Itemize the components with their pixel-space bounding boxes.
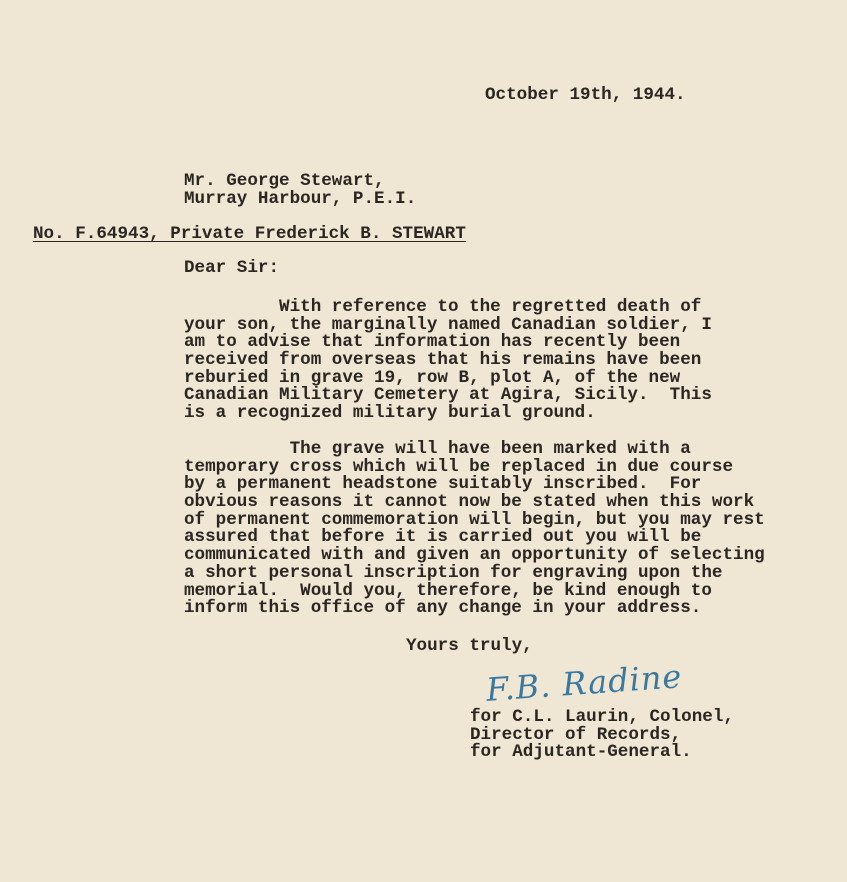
text-line: a short personal inscription for engraving upon the — [184, 562, 723, 583]
text-line: is a recognized military burial ground. — [184, 403, 596, 424]
text-line: Canadian Military Cemetery at Agira, Sicily. This — [184, 385, 712, 406]
paragraph-2 — [184, 441, 765, 618]
text-line: memorial. Would you, therefore, be kind enough to — [184, 580, 712, 601]
signatory-title: Director of Records, — [470, 724, 682, 745]
text-line: With reference to the regretted death of — [184, 297, 702, 317]
text-line: temporary cross which will be replaced in due course — [184, 456, 734, 477]
text-line: The grave will have been marked with a — [184, 439, 691, 459]
salutation: Dear Sir: — [184, 258, 280, 278]
text-line: received from overseas that his remains have been — [184, 350, 702, 371]
recipient-location: Murray Harbour, P.E.I. — [184, 188, 417, 209]
text-line: reburied in grave 19, row B, plot A, of the new — [184, 367, 681, 388]
recipient-name: Mr. George Stewart, — [184, 171, 385, 191]
text-line: of permanent commemoration will begin, but you may rest — [184, 509, 765, 530]
letter-date: October 19th, 1944. — [485, 85, 686, 105]
recipient-address — [184, 173, 416, 208]
signatory-line: for C.L. Laurin, Colonel, — [470, 707, 734, 727]
text-line: obvious reasons it cannot now be stated when this work — [184, 492, 755, 513]
text-line: inform this office of any change in your address. — [184, 598, 702, 619]
text-line: communicated with and given an opportunity of selecting — [184, 545, 765, 566]
text-line: assured that before it is carried out you will be — [184, 527, 702, 548]
handwritten-signature: F.B. Radine — [484, 657, 684, 709]
signatory-office: for Adjutant-General. — [470, 742, 692, 763]
paragraph-1 — [184, 299, 712, 423]
signature-block — [470, 709, 734, 762]
text-line: your son, the marginally named Canadian soldier, I — [184, 314, 712, 335]
closing: Yours truly, — [406, 636, 533, 656]
text-line: by a permanent headstone suitably inscribed. For — [184, 474, 702, 495]
text-line: am to advise that information has recently been — [184, 332, 681, 353]
reference-line: No. F.64943, Private Frederick B. STEWART — [33, 224, 466, 244]
